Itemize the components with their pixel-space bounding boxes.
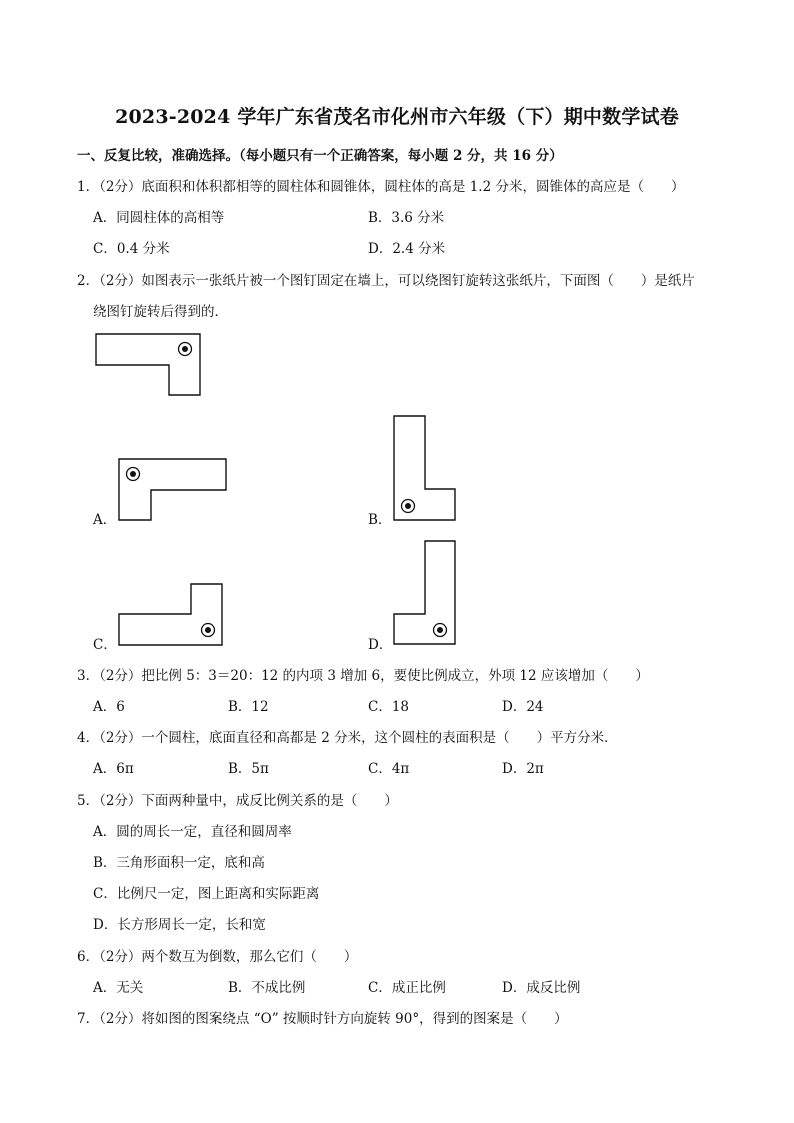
paper-pin-figure-option-a — [118, 458, 228, 522]
question-4-option-b: B．5π — [228, 761, 269, 777]
question-2-option-b: B． — [368, 512, 392, 528]
question-6-option-b: B．不成比例 — [228, 980, 306, 996]
question-3-option-a: A．6 — [93, 699, 125, 715]
question-2-option-c: C． — [93, 637, 117, 653]
question-5-option-c: C．比例尺一定，图上距离和实际距离 — [93, 886, 320, 902]
question-5-text: 5．（2分）下面两种量中，成反比例关系的是（ ） — [77, 793, 398, 809]
question-1-option-d: D．2.4 分米 — [368, 241, 446, 257]
question-2-option-d: D． — [368, 637, 393, 653]
question-4-option-c: C．4π — [368, 761, 410, 777]
question-5-option-b: B．三角形面积一定，底和高 — [93, 855, 265, 871]
paper-pin-figure-option-b — [393, 415, 457, 523]
question-6-text: 6．（2分）两个数互为倒数，那么它们（ ） — [77, 949, 358, 965]
section-heading: 一、反复比较，准确选择。（每小题只有一个正确答案，每小题 2 分，共 16 分） — [77, 148, 563, 164]
paper-pin-figure-option-d — [393, 540, 457, 648]
paper-pin-figure-original — [95, 333, 205, 397]
question-4-option-a: A．6π — [93, 761, 134, 777]
question-3-text: 3．（2分）把比例 5：3＝20：12 的内项 3 增加 6，要使比例成立，外项 12 应该增加（ ） — [77, 668, 649, 684]
question-6-option-c: C．成正比例 — [368, 980, 446, 996]
question-3-option-c: C．18 — [368, 699, 410, 715]
question-5-option-d: D．长方形周长一定，长和宽 — [93, 917, 266, 933]
question-2-option-a: A． — [93, 512, 117, 528]
question-4-text: 4．（2分）一个圆柱，底面直径和高都是 2 分米，这个圆柱的表面积是（ ）平方分米． — [77, 730, 618, 746]
question-1-text: 1．（2分）底面积和体积都相等的圆柱体和圆锥体，圆柱体的高是 1.2 分米，圆锥体的高应是（ ） — [77, 179, 685, 195]
page-title: 2023-2024 学年广东省茂名市化州市六年级（下）期中数学试卷 — [115, 106, 679, 128]
question-3-option-b: B．12 — [228, 699, 269, 715]
question-6-option-d: D．成反比例 — [502, 980, 581, 996]
question-1-option-b: B．3.6 分米 — [368, 210, 445, 226]
question-2-text-line2: 绕图钉旋转后得到的． — [93, 304, 228, 320]
question-1-option-c: C．0.4 分米 — [93, 241, 170, 257]
question-6-option-a: A．无关 — [93, 980, 144, 996]
question-2-text-line1: 2．（2分）如图表示一张纸片被一个图钉固定在墙上，可以绕图钉旋转这张纸片，下面图（ ）是纸片 — [77, 273, 695, 289]
question-4-option-d: D．2π — [502, 761, 544, 777]
paper-pin-figure-option-c — [118, 583, 226, 647]
question-7-text: 7．（2分）将如图的图案绕点 “O” 按顺时针方向旋转 90°，得到的图案是（ ） — [77, 1011, 568, 1027]
question-5-option-a: A．圆的周长一定，直径和圆周率 — [93, 824, 292, 840]
question-1-option-a: A．同圆柱体的高相等 — [93, 210, 225, 226]
question-3-option-d: D．24 — [502, 699, 544, 715]
